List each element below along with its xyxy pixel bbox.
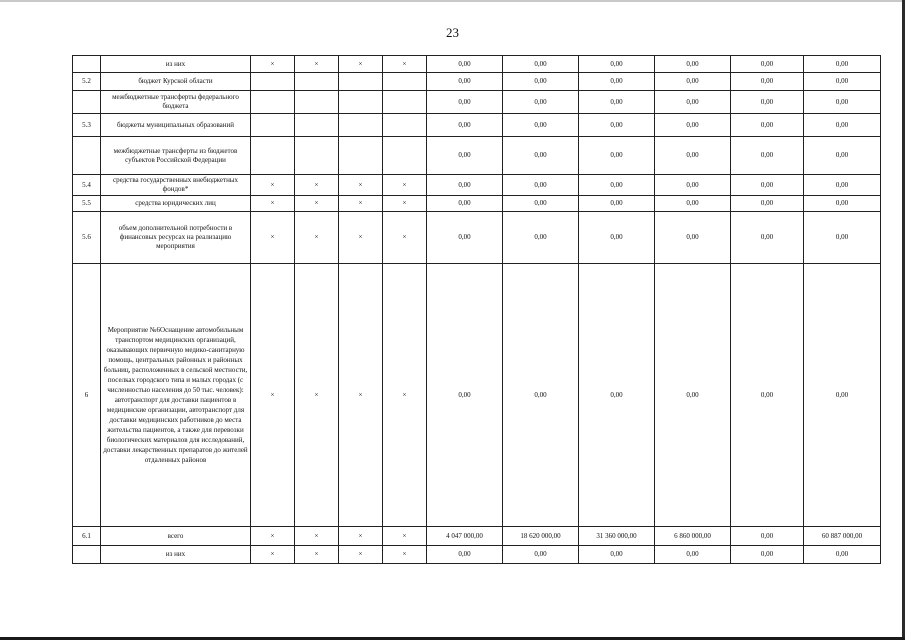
amount-cell: 0,00 [804, 264, 881, 527]
not-applicable-mark: × [339, 264, 383, 527]
amount-cell: 0,00 [804, 196, 881, 212]
amount-cell: 0,00 [731, 73, 804, 91]
amount-cell: 0,00 [804, 114, 881, 137]
not-applicable-mark [295, 91, 339, 114]
not-applicable-mark: × [295, 546, 339, 564]
amount-cell: 60 887 000,00 [804, 527, 881, 546]
amount-cell: 18 620 000,00 [503, 527, 579, 546]
not-applicable-mark: × [295, 175, 339, 196]
amount-cell: 0,00 [427, 196, 503, 212]
not-applicable-mark: × [251, 56, 295, 73]
row-number: 5.4 [73, 175, 101, 196]
budget-table [72, 55, 881, 564]
row-number: 5.2 [73, 73, 101, 91]
row-label: средства государственных внебюджетных фондов* [101, 175, 251, 196]
row-label: объем дополнительной потребности в финансовых ресурсах на реализацию мероприятия [101, 212, 251, 264]
amount-cell: 0,00 [804, 56, 881, 73]
amount-cell: 0,00 [579, 91, 655, 114]
row-number: 5.6 [73, 212, 101, 264]
not-applicable-mark: × [383, 527, 427, 546]
row-label: средства юридических лиц [101, 196, 251, 212]
amount-cell: 0,00 [427, 212, 503, 264]
amount-cell: 0,00 [731, 56, 804, 73]
amount-cell: 0,00 [731, 264, 804, 527]
not-applicable-mark: × [383, 175, 427, 196]
amount-cell: 0,00 [579, 546, 655, 564]
not-applicable-mark: × [251, 175, 295, 196]
amount-cell: 0,00 [503, 196, 579, 212]
amount-cell: 0,00 [655, 212, 731, 264]
not-applicable-mark: × [383, 212, 427, 264]
row-number [73, 137, 101, 175]
row-label: межбюджетные трансферты федерального бюджета [101, 91, 251, 114]
not-applicable-mark [339, 73, 383, 91]
amount-cell: 6 860 000,00 [655, 527, 731, 546]
amount-cell: 0,00 [804, 175, 881, 196]
not-applicable-mark: × [251, 212, 295, 264]
row-label: Мероприятие №6Оснащение автомобильным транспортом медицинских организаций, оказывающих первичную медико-санитарную помощь, центральных районных и районных больниц, расположенных в сельской местности, поселках городского типа и малых городах (с численностью населения до 50 тыс. человек): автотранспорт для доставки пациентов в медицинские организации, автотранспорт для доставки медицинских работников до места жительства пациентов, а также для перевозки биологических материалов для исследований, доставки лекарственных препаратов до жителей отдаленных районов [101, 264, 251, 527]
row-number [73, 546, 101, 564]
amount-cell: 0,00 [731, 212, 804, 264]
not-applicable-mark: × [339, 546, 383, 564]
not-applicable-mark [251, 91, 295, 114]
amount-cell: 0,00 [804, 91, 881, 114]
amount-cell: 0,00 [579, 264, 655, 527]
table-row [73, 175, 881, 196]
not-applicable-mark: × [295, 56, 339, 73]
amount-cell: 0,00 [731, 546, 804, 564]
not-applicable-mark [251, 73, 295, 91]
not-applicable-mark [339, 137, 383, 175]
not-applicable-mark [383, 114, 427, 137]
amount-cell: 0,00 [804, 546, 881, 564]
not-applicable-mark [251, 137, 295, 175]
not-applicable-mark: × [383, 546, 427, 564]
top-edge-line [0, 0, 905, 2]
not-applicable-mark: × [251, 264, 295, 527]
not-applicable-mark: × [339, 196, 383, 212]
row-number: 5.5 [73, 196, 101, 212]
amount-cell: 0,00 [503, 91, 579, 114]
amount-cell: 0,00 [427, 264, 503, 527]
amount-cell: 0,00 [427, 114, 503, 137]
not-applicable-mark [383, 91, 427, 114]
row-number: 5.3 [73, 114, 101, 137]
amount-cell: 0,00 [579, 56, 655, 73]
amount-cell: 0,00 [655, 91, 731, 114]
amount-cell: 0,00 [503, 73, 579, 91]
table-row [73, 212, 881, 264]
not-applicable-mark [295, 114, 339, 137]
row-number [73, 56, 101, 73]
table-row [73, 264, 881, 527]
not-applicable-mark [339, 91, 383, 114]
amount-cell: 0,00 [655, 137, 731, 175]
amount-cell: 31 360 000,00 [579, 527, 655, 546]
not-applicable-mark [295, 137, 339, 175]
not-applicable-mark [339, 114, 383, 137]
not-applicable-mark: × [339, 56, 383, 73]
not-applicable-mark: × [295, 527, 339, 546]
amount-cell: 0,00 [503, 137, 579, 175]
amount-cell: 0,00 [427, 56, 503, 73]
not-applicable-mark: × [295, 212, 339, 264]
amount-cell: 0,00 [503, 56, 579, 73]
table-row [73, 91, 881, 114]
amount-cell: 0,00 [804, 212, 881, 264]
row-number: 6 [73, 264, 101, 527]
amount-cell: 4 047 000,00 [427, 527, 503, 546]
amount-cell: 0,00 [655, 264, 731, 527]
table-row [73, 196, 881, 212]
amount-cell: 0,00 [503, 212, 579, 264]
amount-cell: 0,00 [503, 175, 579, 196]
not-applicable-mark: × [251, 196, 295, 212]
amount-cell: 0,00 [731, 91, 804, 114]
amount-cell: 0,00 [579, 73, 655, 91]
table-row [73, 114, 881, 137]
not-applicable-mark [295, 73, 339, 91]
table-row [73, 527, 881, 546]
amount-cell: 0,00 [731, 175, 804, 196]
not-applicable-mark [383, 137, 427, 175]
not-applicable-mark [251, 114, 295, 137]
amount-cell: 0,00 [503, 546, 579, 564]
row-label: из них [101, 546, 251, 564]
amount-cell: 0,00 [655, 175, 731, 196]
amount-cell: 0,00 [804, 137, 881, 175]
amount-cell: 0,00 [503, 264, 579, 527]
not-applicable-mark: × [339, 175, 383, 196]
not-applicable-mark: × [295, 264, 339, 527]
page-number: 23 [446, 25, 459, 40]
amount-cell: 0,00 [655, 546, 731, 564]
not-applicable-mark: × [339, 212, 383, 264]
amount-cell: 0,00 [427, 91, 503, 114]
amount-cell: 0,00 [427, 73, 503, 91]
row-label: межбюджетные трансферты из бюджетов субъектов Российской Федерации [101, 137, 251, 175]
table-row [73, 56, 881, 73]
row-label: из них [101, 56, 251, 73]
row-label: бюджет Курской области [101, 73, 251, 91]
amount-cell: 0,00 [655, 196, 731, 212]
row-label: всего [101, 527, 251, 546]
table-row [73, 546, 881, 564]
amount-cell: 0,00 [731, 114, 804, 137]
not-applicable-mark: × [383, 56, 427, 73]
amount-cell: 0,00 [427, 546, 503, 564]
not-applicable-mark: × [383, 196, 427, 212]
amount-cell: 0,00 [579, 196, 655, 212]
not-applicable-mark: × [251, 546, 295, 564]
amount-cell: 0,00 [655, 73, 731, 91]
amount-cell: 0,00 [503, 114, 579, 137]
amount-cell: 0,00 [731, 527, 804, 546]
table-row [73, 137, 881, 175]
amount-cell: 0,00 [579, 212, 655, 264]
amount-cell: 0,00 [427, 175, 503, 196]
amount-cell: 0,00 [655, 114, 731, 137]
not-applicable-mark: × [383, 264, 427, 527]
amount-cell: 0,00 [579, 114, 655, 137]
amount-cell: 0,00 [804, 73, 881, 91]
table-row [73, 73, 881, 91]
amount-cell: 0,00 [731, 196, 804, 212]
not-applicable-mark [383, 73, 427, 91]
amount-cell: 0,00 [579, 137, 655, 175]
row-number [73, 91, 101, 114]
amount-cell: 0,00 [579, 175, 655, 196]
not-applicable-mark: × [295, 196, 339, 212]
not-applicable-mark: × [251, 527, 295, 546]
amount-cell: 0,00 [655, 56, 731, 73]
amount-cell: 0,00 [427, 137, 503, 175]
amount-cell: 0,00 [731, 137, 804, 175]
not-applicable-mark: × [339, 527, 383, 546]
row-label: бюджеты муниципальных образований [101, 114, 251, 137]
row-number: 6.1 [73, 527, 101, 546]
